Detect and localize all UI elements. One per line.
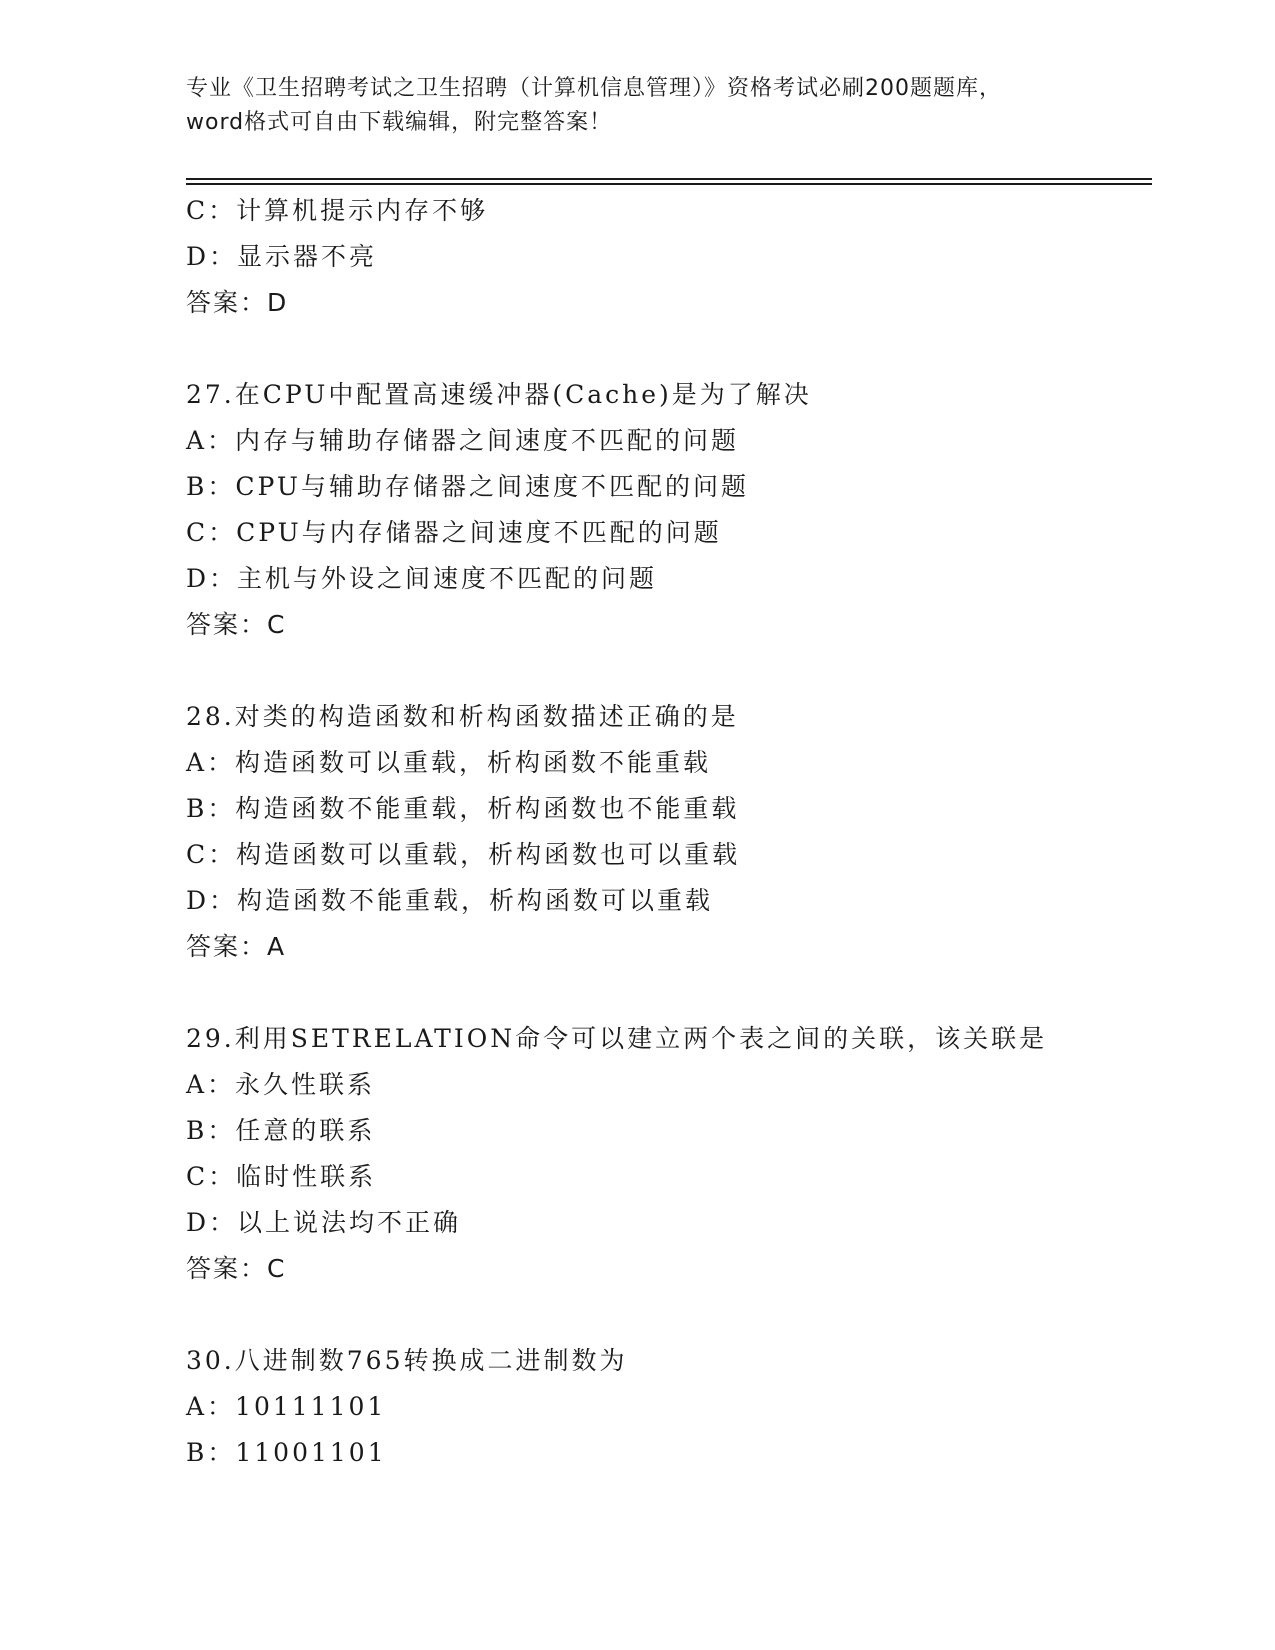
question-30-block xyxy=(186,1338,1186,1476)
question-29-block xyxy=(186,1016,1186,1292)
question-28-option-d: D：构造函数不能重载，析构函数可以重载 xyxy=(186,886,714,915)
question-27-stem: 27.在CPU中配置高速缓冲器(Cache)是为了解决 xyxy=(186,380,812,409)
header-divider-top xyxy=(186,178,1152,180)
spacer xyxy=(186,648,1186,694)
spacer xyxy=(186,1292,1186,1338)
spacer xyxy=(186,326,1186,372)
question-29-option-b: B：任意的联系 xyxy=(186,1116,376,1145)
question-26-option-c: C：计算机提示内存不够 xyxy=(186,196,489,225)
question-26-answer: 答案：D xyxy=(186,288,289,317)
header-title-line-2: word格式可自由下载编辑，附完整答案！ xyxy=(186,110,613,135)
question-list xyxy=(186,188,1186,1476)
header-title-line-1: 专业《卫生招聘考试之卫生招聘（计算机信息管理）》资格考试必刷200题题库， xyxy=(186,76,1002,101)
spacer xyxy=(186,970,1186,1016)
question-29-option-d: D：以上说法均不正确 xyxy=(186,1208,462,1237)
question-28-option-c: C：构造函数可以重载，析构函数也可以重载 xyxy=(186,840,741,869)
question-28-stem: 28.对类的构造函数和析构函数描述正确的是 xyxy=(186,702,739,731)
question-29-option-a: A：永久性联系 xyxy=(186,1070,376,1099)
question-27-option-c: C：CPU与内存储器之间速度不匹配的问题 xyxy=(186,518,722,547)
question-29-answer: 答案：C xyxy=(186,1254,287,1283)
question-28-answer: 答案：A xyxy=(186,932,287,961)
question-27-option-b: B：CPU与辅助存储器之间速度不匹配的问题 xyxy=(186,472,749,501)
question-28-block xyxy=(186,694,1186,970)
question-27-answer: 答案：C xyxy=(186,610,287,639)
question-26-block xyxy=(186,188,1186,326)
question-27-option-a: A：内存与辅助存储器之间速度不匹配的问题 xyxy=(186,426,740,455)
header-divider-bottom xyxy=(186,183,1152,185)
question-27-option-d: D：主机与外设之间速度不匹配的问题 xyxy=(186,564,658,593)
question-29-option-c: C：临时性联系 xyxy=(186,1162,377,1191)
question-27-block xyxy=(186,372,1186,648)
question-30-option-a: A：10111101 xyxy=(186,1392,387,1421)
question-29-stem: 29.利用SETRELATION命令可以建立两个表之间的关联，该关联是 xyxy=(186,1024,1048,1053)
question-30-stem: 30.八进制数765转换成二进制数为 xyxy=(186,1346,628,1375)
question-28-option-a: A：构造函数可以重载，析构函数不能重载 xyxy=(186,748,712,777)
document-header xyxy=(186,72,1146,140)
question-26-option-d: D：显示器不亮 xyxy=(186,242,378,271)
question-30-option-b: B：11001101 xyxy=(186,1438,387,1467)
question-28-option-b: B：构造函数不能重载，析构函数也不能重载 xyxy=(186,794,740,823)
